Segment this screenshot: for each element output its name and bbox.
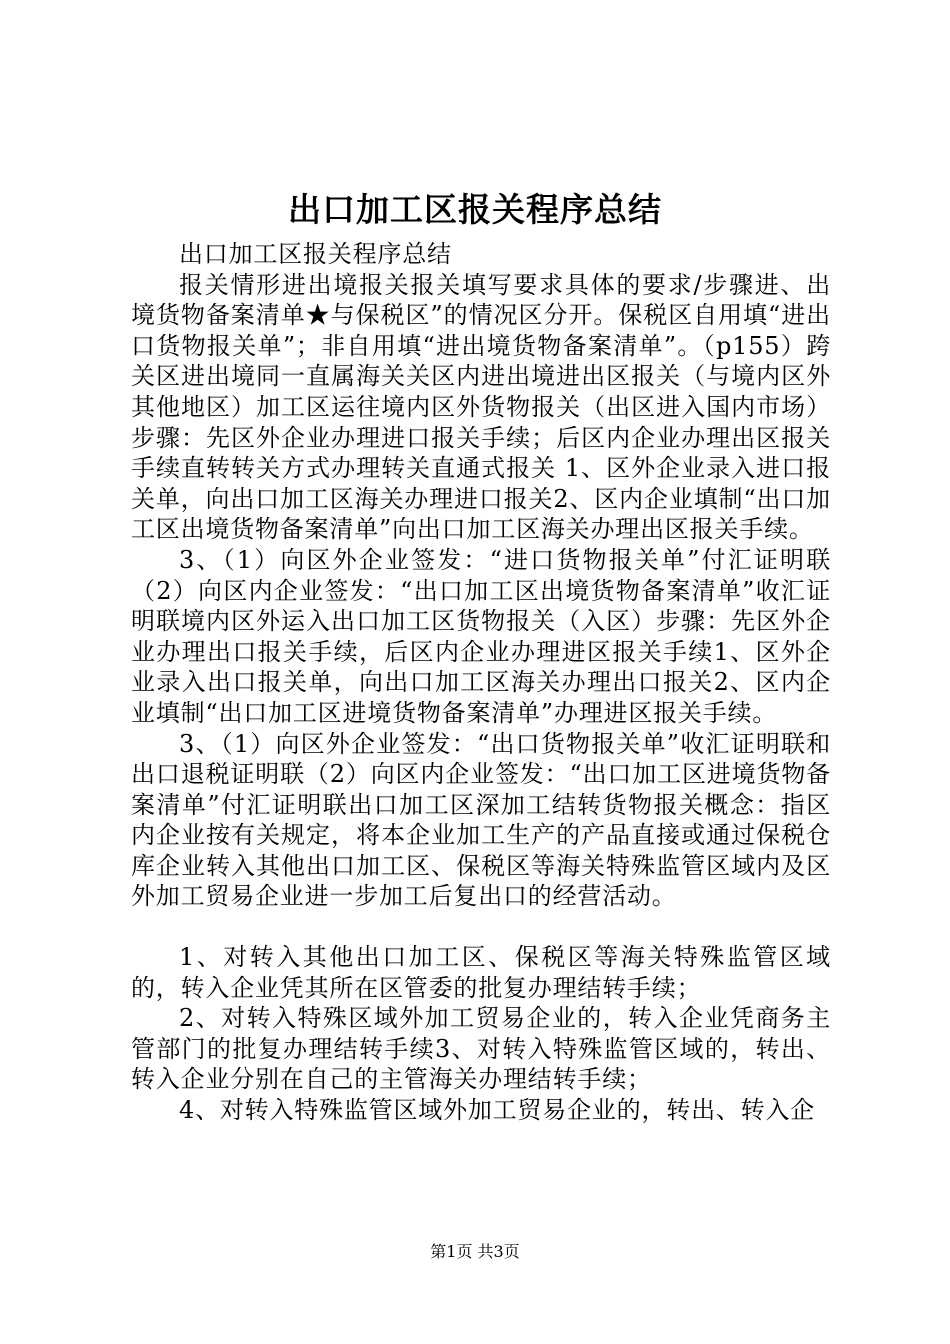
- page-number-footer: 第1页 共3页: [430, 1242, 520, 1261]
- paragraph: 1、对转入其他出口加工区、保税区等海关特殊监管区域的，转入企业凭其所在区管委的批复办理结转手续；: [131, 943, 831, 1002]
- document-body: [131, 239, 831, 1126]
- document-title: 出口加工区报关程序总结: [288, 190, 662, 229]
- paragraph: 4、对转入特殊监管区域外加工贸易企业的，转出、转入企: [179, 1096, 816, 1125]
- paragraph: 报关情形进出境报关报关填写要求具体的要求/步骤进、出境货物备案清单★与保税区”的情况区分开。保税区自用填“进出口货物报关单”；非自用填“进出境货物备案清单”。（p155）跨关区进出境同一直属海关关区内进出境进出区报关（与境内区外其他地区）加工区运往境内区外货物报关（出区进入国内市场）步骤：先区外企业办理进口报关手续；后区内企业办理出区报关手续直转转关方式办理转关直通式报关 1、区外企业录入进口报关单，向出口加工区海关办理进口报关2、区内企业填制“出口加工区出境货物备案清单”向出口加工区海关办理出区报关手续。: [131, 270, 831, 544]
- paragraph: 3、（1）向区外企业签发：“出口货物报关单”收汇证明联和出口退税证明联（2）向区内企业签发：“出口加工区进境货物备案清单”付汇证明联出口加工区深加工结转货物报关概念：指区内企业按有关规定，将本企业加工生产的产品直接或通过保税仓库企业转入其他出口加工区、保税区等海关特殊监管区域内及区外加工贸易企业进一步加工后复出口的经营活动。: [131, 729, 831, 911]
- paragraph-subtitle: 出口加工区报关程序总结: [179, 240, 452, 268]
- paragraph: 3、（1）向区外企业签发：“进口货物报关单”付汇证明联（2）向区内企业签发：“出口加工区出境货物备案清单”收汇证明联境内区外运入出口加工区货物报关（入区）步骤：先区外企业办理出口报关手续，后区内企业办理进区报关手续1、区外企业录入出口报关单，向出口加工区海关办理出口报关2、区内企业填制“出口加工区进境货物备案清单”办理进区报关手续。: [131, 545, 831, 727]
- paragraph: 2、对转入特殊区域外加工贸易企业的，转入企业凭商务主管部门的批复办理结转手续3、对转入特殊监管区域的，转出、转入企业分别在自己的主管海关办理结转手续；: [131, 1004, 831, 1094]
